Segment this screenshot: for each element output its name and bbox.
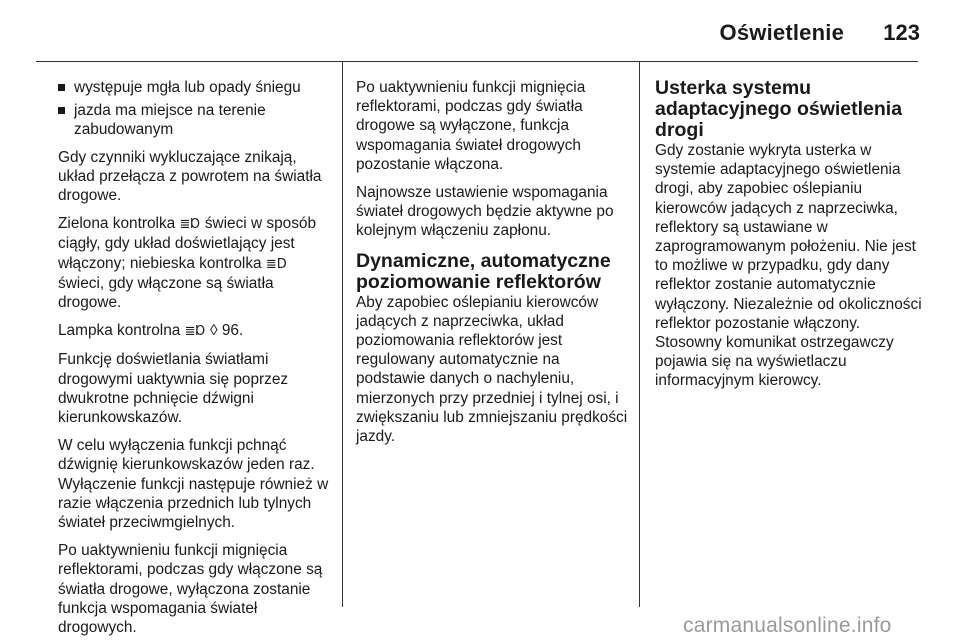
column-right [655,78,923,400]
paragraph: Najnowsze ustawienie wspomagania świateł drogowych będzie aktywne po kolejnym włączeniu zapłonu. [356,184,614,240]
paragraph: W celu wyłączenia funkcji pchnąć dźwignię kierunkowskazów jeden raz. Wyłączenie funkcji następuje również w razie włączenia przednich lub tylnych świateł przeciwmgielnych. [58,437,329,532]
watermark: carmanualsonline.info [683,614,892,637]
bullet-icon [58,84,65,91]
high-beam-assist-icon: ≣Ɒ [184,324,206,340]
bullet-icon [58,107,65,114]
section-heading: Dynamiczne, automatyczne poziomowanie reflektorów [356,249,611,293]
paragraph: Gdy zostanie wykryta usterka w systemie adaptacyjnego oświetlenia drogi, aby zapobiec oślepianiu kierowców jadących z naprzeciwka, reflektory są ustawiane w zaprogramowanym położeniu. Nie jest to możliwe w przypadku, gdy dany reflektor zostanie automatycznie wyłączony. Niezależnie od okoliczności reflektor pozostanie włączony. Stosowny komunikat ostrzegawczy pojawia się na wyświetlaczu informacyjnym kierowcy. [655,142,922,390]
page-title: Oświetlenie [719,20,844,45]
high-beam-icon: ≣D [265,256,287,272]
column-left [58,78,330,642]
list-item: występuje mgła lub opady śniegu [58,78,330,97]
bullet-list [58,78,330,140]
paragraph: Po uaktywnieniu funkcji mignięcia reflektorami, podczas gdy światła drogowe są wyłączone, funkcja wspomagania świateł drogowych pozostanie włączona. [356,79,586,173]
page-header [0,14,960,54]
page-number: 123 [883,20,920,45]
list-item: jazda ma miejsce na terenie zabudowanym [58,101,330,139]
column-divider [639,62,640,607]
header-rule [36,61,918,62]
paragraph: Funkcję doświetlania światłami drogowymi uaktywnia się poprzez dwukrotne pchnięcie dźwigni kierunkowskazów. [58,351,289,427]
paragraph: Po uaktywnieniu funkcji mignięcia reflektorami, podczas gdy włączone są światła drogowe, wyłączona zostanie funkcja wspomagania świateł drogowych. [58,542,323,637]
paragraph: Zielona kontrolka ≣Ɒ świeci w sposób ciągły, gdy układ doświetlający jest włączony; niebieska kontrolka ≣D świeci, gdy włączone są światła drogowe. [58,215,317,312]
paragraph: Lampka kontrolna ≣Ɒ ◊ 96. [58,322,244,340]
section-heading: Usterka systemu adaptacyjnego oświetlenia drogi [655,77,903,141]
paragraph: Gdy czynniki wykluczające znikają, układ przełącza z powrotem na światła drogowe. [58,148,322,205]
page-reference: ◊ 96. [205,322,244,340]
column-divider [342,62,343,607]
paragraph: Aby zapobiec oślepianiu kierowców jadących z naprzeciwka, układ poziomowania reflektorów jest regulowany automatycznie na podstawie danych o nachyleniu, mierzonych przy przedniej i tylnej osi, i zwiększaniu lub zmniejszaniu prędkości jazdy. [356,293,628,446]
high-beam-assist-icon: ≣Ɒ [179,217,201,233]
column-middle [356,78,628,455]
